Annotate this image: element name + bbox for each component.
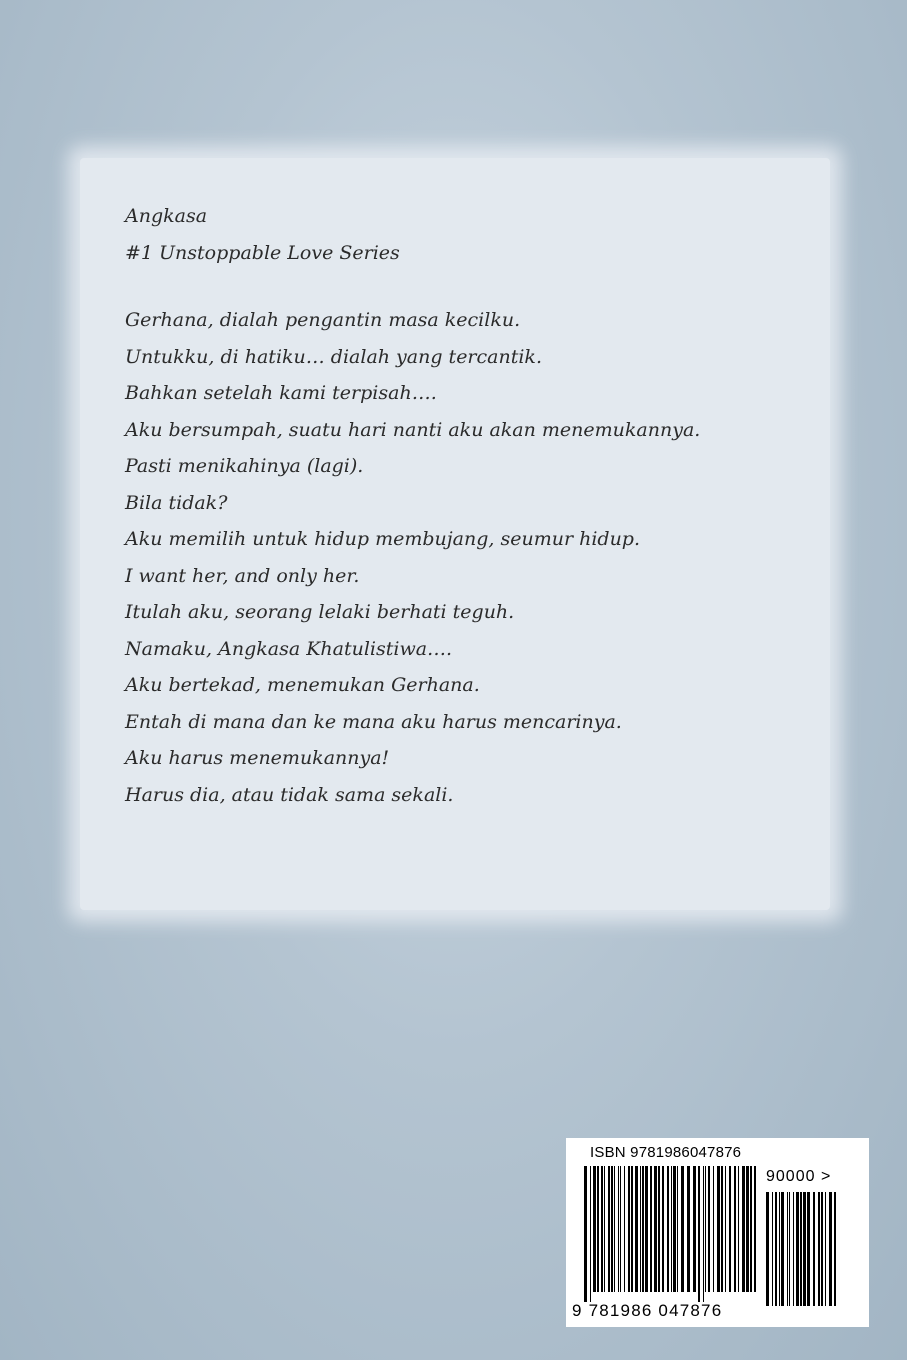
barcode-bar — [667, 1166, 669, 1292]
barcode-bar — [687, 1166, 690, 1292]
barcode-bar — [597, 1166, 599, 1292]
barcode-bar — [608, 1166, 610, 1292]
barcode-bar — [800, 1192, 802, 1306]
blurb-line: Itulah aku, seorang lelaki berhati teguh. — [125, 601, 515, 623]
barcode-bar — [721, 1166, 723, 1292]
blurb-line: Untukku, di hatiku… dialah yang tercantik. — [125, 345, 542, 368]
barcode-bar — [631, 1166, 633, 1292]
barcode-bar — [614, 1166, 615, 1292]
barcode-bar — [708, 1166, 710, 1292]
blurb-line: Aku bersumpah, suatu hari nanti aku akan menemukannya. — [125, 418, 701, 441]
barcode-bar — [618, 1166, 619, 1292]
barcode-bar — [635, 1166, 638, 1292]
blurb-line: Aku bertekad, menemukan Gerhana. — [125, 674, 480, 696]
barcode-bar — [754, 1166, 756, 1292]
barcode-bar — [590, 1166, 591, 1302]
barcode-bar — [713, 1166, 714, 1292]
blurb-line: Namaku, Angkasa Khatulistiwa…. — [125, 637, 453, 660]
barcode-bar — [677, 1166, 678, 1292]
price-code: 90000 > — [766, 1168, 832, 1185]
barcode-bar — [611, 1166, 613, 1292]
blurb-line: I want her, and only her. — [125, 564, 360, 587]
barcode-bar — [787, 1192, 788, 1306]
barcode-bar — [834, 1192, 836, 1306]
barcode-bar — [658, 1166, 660, 1292]
blurb-line: Bila tidak? — [125, 491, 228, 514]
blurb-text — [125, 198, 765, 813]
blurb-line: Harus dia, atau tidak sama sekali. — [125, 783, 454, 806]
barcode-bar — [829, 1192, 832, 1306]
barcode-bar — [628, 1166, 630, 1292]
barcode-bar — [775, 1192, 777, 1306]
barcode-bar — [789, 1192, 790, 1306]
barcode-addon-bars — [766, 1192, 838, 1316]
barcode-bar — [818, 1192, 820, 1306]
barcode-bar — [779, 1192, 780, 1306]
barcode-bar — [796, 1192, 799, 1306]
barcode-bar — [601, 1166, 603, 1292]
blurb-line: Aku harus menemukannya! — [125, 747, 390, 769]
barcode-bar — [640, 1166, 641, 1292]
book-title: Angkasa — [125, 205, 208, 227]
barcode-bar — [681, 1166, 684, 1292]
barcode-bar — [705, 1166, 706, 1292]
barcode-bar — [781, 1192, 784, 1306]
barcode-bar — [654, 1166, 657, 1292]
barcode-main-bars — [584, 1166, 756, 1302]
barcode-bar — [620, 1166, 621, 1292]
barcode-bar — [742, 1166, 745, 1292]
isbn-digits: 9 781986 047876 — [572, 1301, 723, 1320]
barcode-bar — [813, 1192, 815, 1306]
barcode-bar — [624, 1166, 625, 1292]
barcode-bar — [703, 1166, 704, 1302]
barcode-bar — [650, 1166, 652, 1292]
blurb-line: Bahkan setelah kami terpisah…. — [125, 382, 437, 404]
barcode-bar — [821, 1192, 823, 1306]
barcode-bar — [604, 1166, 605, 1292]
barcode-bar — [750, 1166, 752, 1292]
barcode-bar — [645, 1166, 648, 1292]
barcode-bar — [772, 1192, 773, 1306]
barcode-bar — [671, 1166, 672, 1292]
barcode-bar — [738, 1166, 739, 1292]
blurb-line: Entah di mana dan ke mana aku harus mencarinya. — [125, 710, 622, 733]
barcode-bar — [793, 1192, 794, 1306]
blurb-line: Aku memilih untuk hidup membujang, seumur hidup. — [125, 528, 641, 550]
barcode-bar — [766, 1192, 769, 1306]
blurb-line: Pasti menikahinya (lagi). — [125, 455, 364, 477]
barcode-bar — [746, 1166, 749, 1292]
barcode-bar — [729, 1166, 731, 1292]
barcode-bar — [593, 1166, 596, 1292]
barcode-bar — [717, 1166, 720, 1292]
barcode-bar — [803, 1192, 806, 1306]
barcode-bar — [734, 1166, 736, 1292]
isbn-barcode — [566, 1138, 869, 1327]
isbn-label: ISBN 9781986047876 — [590, 1144, 742, 1161]
series-name: #1 Unstoppable Love Series — [125, 241, 400, 264]
blurb-spacer — [125, 271, 765, 302]
barcode-bar — [673, 1166, 676, 1292]
barcode-bar — [725, 1166, 726, 1292]
barcode-bar — [825, 1192, 826, 1306]
barcode-bar — [698, 1166, 700, 1302]
barcode-bar — [584, 1166, 587, 1302]
barcode-bar — [642, 1166, 644, 1292]
barcode-bar — [693, 1166, 696, 1292]
barcode-bar — [807, 1192, 810, 1306]
blurb-line: Gerhana, dialah pengantin masa kecilku. — [125, 309, 521, 331]
barcode-bar — [662, 1166, 664, 1292]
